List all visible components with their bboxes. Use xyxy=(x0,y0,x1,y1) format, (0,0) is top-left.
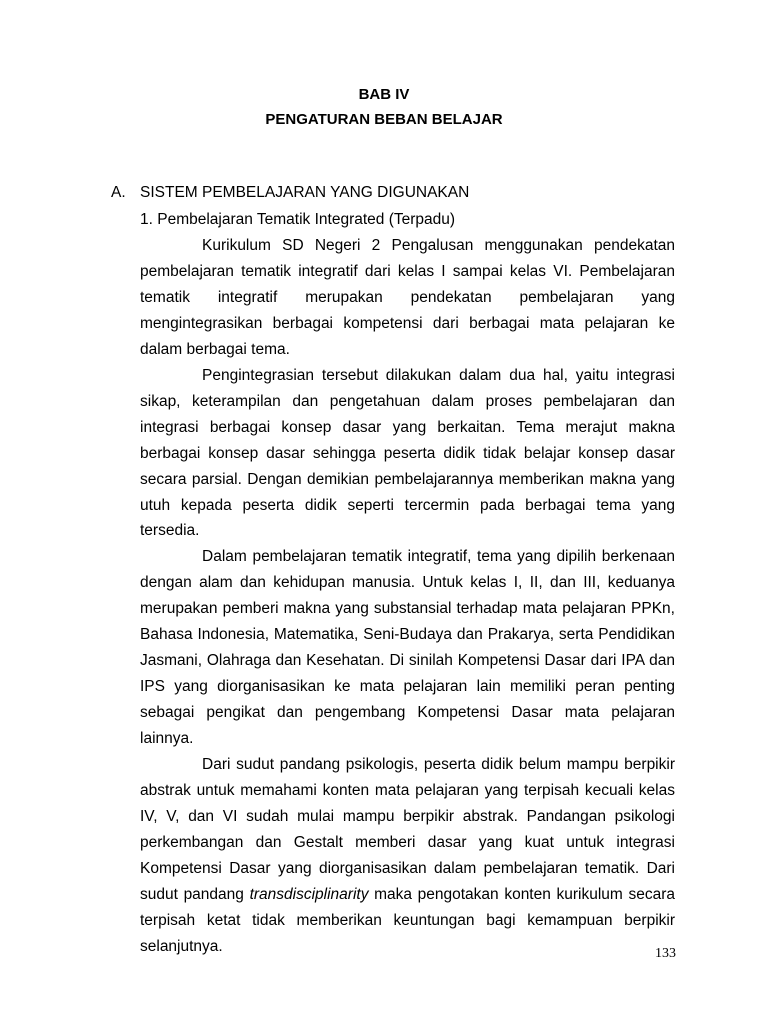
paragraph-text: maka pengotakan konten kurikulum secara terpisah ketat tidak memberikan keuntungan bagi kemampuan berpikir selanjutnya. xyxy=(140,885,675,955)
page-number: 133 xyxy=(655,946,676,961)
paragraph xyxy=(140,752,675,960)
section-letter: A. xyxy=(111,184,126,201)
paragraph: Kurikulum SD Negeri 2 Pengalusan menggunakan pendekatan pembelajaran tematik integratif dari kelas I sampai kelas VI. Pembelajaran tematik integratif merupakan pendekatan pembelajaran yang mengintegrasikan berbagai kompetensi dari berbagai mata pelajaran ke dalam berbagai tema. xyxy=(140,237,675,358)
chapter-title: PENGATURAN BEBAN BELAJAR xyxy=(265,111,503,128)
body-text xyxy=(140,233,675,960)
section-title: SISTEM PEMBELAJARAN YANG DIGUNAKAN xyxy=(140,184,470,201)
chapter-number: BAB IV xyxy=(358,86,410,103)
paragraph: Dalam pembelajaran tematik integratif, tema yang dipilih berkenaan dengan alam dan kehidupan manusia. Untuk kelas I, II, dan III, keduanya merupakan pemberi makna yang substansial terhadap mata pelajaran PPKn, Bahasa Indonesia, Matematika, Seni-Budaya dan Prakarya, serta Pendidikan Jasmani, Olahraga dan Kesehatan. Di sinilah Kompetensi Dasar dari IPA dan IPS yang diorganisasikan ke mata pelajaran lain memiliki peran penting sebagai pengikat dan pengembang Kompetensi Dasar mata pelajaran lainnya. xyxy=(140,548,675,748)
paragraph-text: Dari sudut pandang psikologis, peserta didik belum mampu berpikir abstrak untuk memahami konten mata pelajaran yang terpisah kecuali kelas IV, V, dan VI sudah mulai mampu berpikir abstrak. Pandangan psikologi perkembangan dan Gestalt memberi dasar yang kuat untuk integrasi Kompetensi Dasar yang diorganisasikan dalam pembelajaran tematik. Dari sudut pandang xyxy=(140,756,675,903)
italic-term: transdisciplinarity xyxy=(249,885,369,903)
paragraph: Pengintegrasian tersebut dilakukan dalam dua hal, yaitu integrasi sikap, keterampilan dan pengetahuan dalam proses pembelajaran dan integrasi berbagai konsep dasar yang berkaitan. Tema merajut makna berbagai konsep dasar sehingga peserta didik tidak belajar konsep dasar secara parsial. Dengan demikian pembelajarannya memberikan makna yang utuh kepada peserta didik seperti tercermin pada berbagai tema yang tersedia. xyxy=(140,366,675,540)
subsection-heading: 1. Pembelajaran Tematik Integrated (Terpadu) xyxy=(140,211,456,228)
